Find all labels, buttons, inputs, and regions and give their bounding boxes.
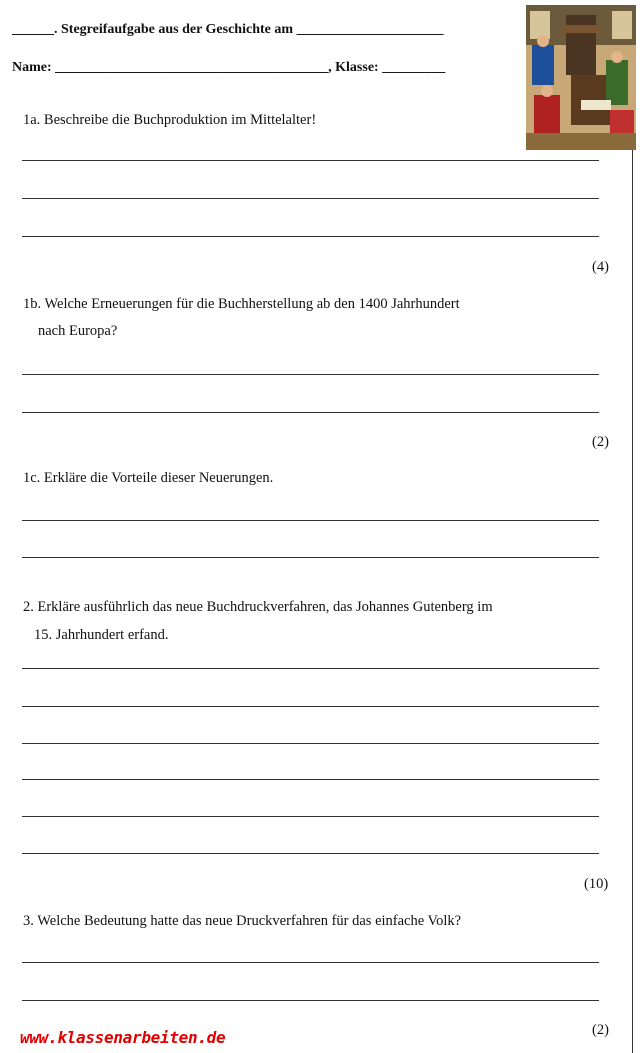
- question-2-line1: 2. Erkläre ausführlich das neue Buchdruckverfahren, das Johannes Gutenberg im: [23, 599, 493, 615]
- answer-line[interactable]: [22, 160, 599, 161]
- answer-line[interactable]: [22, 779, 599, 780]
- question-3: 3. Welche Bedeutung hatte das neue Druckverfahren für das einfache Volk?: [23, 913, 462, 929]
- answer-line[interactable]: [22, 816, 599, 817]
- points-1a: (4): [592, 259, 609, 275]
- question-1b-line2: nach Europa?: [38, 323, 118, 339]
- answer-line[interactable]: [22, 962, 599, 963]
- question-1b-line1: 1b. Welche Erneuerungen für die Buchherstellung ab den 1400 Jahrhundert: [23, 296, 460, 312]
- points-3: (2): [592, 1022, 609, 1038]
- answer-line[interactable]: [22, 1000, 599, 1001]
- exam-title-line: ______. Stegreifaufgabe aus der Geschichte am _____________________: [12, 22, 444, 37]
- footer-website-link[interactable]: www.klassenarbeiten.de: [20, 1028, 226, 1047]
- answer-line[interactable]: [22, 853, 599, 854]
- answer-line[interactable]: [22, 374, 599, 375]
- points-2: (10): [584, 876, 609, 892]
- points-1b: (2): [592, 434, 609, 450]
- question-1c: 1c. Erkläre die Vorteile dieser Neuerungen.: [23, 470, 274, 486]
- answer-line[interactable]: [22, 520, 599, 521]
- answer-line[interactable]: [22, 412, 599, 413]
- name-class-line: Name: _______________________________________, Klasse: _________: [12, 60, 446, 75]
- answer-line[interactable]: [22, 743, 599, 744]
- answer-line[interactable]: [22, 198, 599, 199]
- question-2-line2: 15. Jahrhundert erfand.: [34, 627, 169, 643]
- answer-line[interactable]: [22, 706, 599, 707]
- right-margin-line: [632, 150, 633, 1053]
- printing-workshop-image: [526, 5, 636, 150]
- question-1a: 1a. Beschreibe die Buchproduktion im Mittelalter!: [23, 112, 317, 128]
- answer-line[interactable]: [22, 236, 599, 237]
- answer-line[interactable]: [22, 557, 599, 558]
- answer-line[interactable]: [22, 668, 599, 669]
